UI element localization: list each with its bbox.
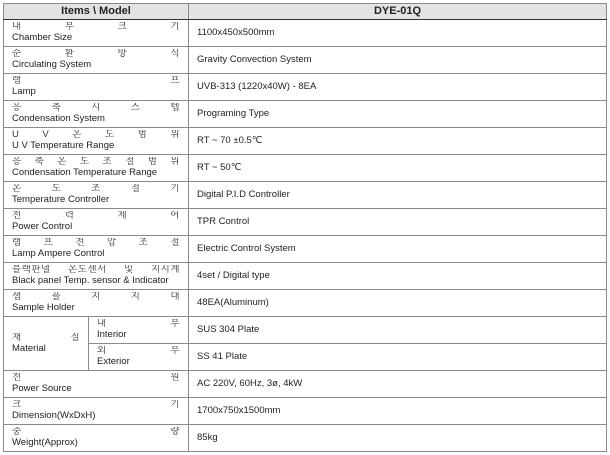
spec-label-ko: 내 부 크 기 xyxy=(12,22,180,33)
spec-label-ko: 램 프 전 압 조 절 xyxy=(12,238,180,249)
spec-value: RT ~ 50℃ xyxy=(189,155,607,182)
exterior-en: Exterior xyxy=(97,356,130,367)
spec-value: TPR Control xyxy=(189,209,607,236)
spec-label-en: Condensation System xyxy=(12,113,105,125)
spec-row xyxy=(4,262,607,289)
spec-row xyxy=(4,371,607,398)
spec-label-ko: 응 축 온 도 조 절 범 위 xyxy=(12,157,180,168)
material-exterior-value: SS 41 Plate xyxy=(189,344,607,371)
spec-label-ko: 순 환 방 식 xyxy=(12,49,180,60)
spec-row xyxy=(4,101,607,128)
material-interior-value: SUS 304 Plate xyxy=(189,317,607,344)
spec-label xyxy=(4,425,189,452)
spec-row xyxy=(4,155,607,182)
spec-value: Digital P.I.D Controller xyxy=(189,182,607,209)
spec-label xyxy=(4,289,189,316)
spec-row xyxy=(4,209,607,236)
spec-row-material-exterior xyxy=(4,344,607,371)
material-exterior-label xyxy=(89,344,189,371)
spec-value: Electric Control System xyxy=(189,235,607,262)
spec-row-material xyxy=(4,317,607,344)
spec-label-en: Power Control xyxy=(12,220,73,232)
spec-value: Gravity Convection System xyxy=(189,47,607,74)
spec-label-en: U V Temperature Range xyxy=(12,140,115,152)
spec-row xyxy=(4,47,607,74)
material-label xyxy=(4,317,89,371)
spec-label-en: Power Source xyxy=(12,383,72,394)
spec-label-en: Weight(Approx) xyxy=(12,437,78,448)
spec-value: 4set / Digital type xyxy=(189,262,607,289)
exterior-ko: 외 부 xyxy=(97,346,180,357)
spec-label-ko: 샘 플 지 지 대 xyxy=(12,292,180,303)
spec-label xyxy=(4,128,189,155)
spec-label-en: Lamp xyxy=(12,86,36,98)
spec-label-en: Lamp Ampere Control xyxy=(12,247,105,259)
spec-row xyxy=(4,128,607,155)
material-interior-label xyxy=(89,317,189,344)
spec-label xyxy=(4,209,189,236)
spec-label xyxy=(4,20,189,47)
spec-label xyxy=(4,101,189,128)
spec-label-en: Dimension(WxDxH) xyxy=(12,410,96,421)
spec-label-ko: 램 프 xyxy=(12,76,180,87)
spec-value: AC 220V, 60Hz, 3ø, 4kW xyxy=(189,371,607,398)
spec-label-en: Black panel Temp. sensor & Indicator xyxy=(12,274,169,286)
spec-label-en: Circulating System xyxy=(12,59,92,71)
header-row xyxy=(4,4,607,20)
spec-label xyxy=(4,74,189,101)
spec-value: RT ~ 70 ±0.5℃ xyxy=(189,128,607,155)
spec-label-en: Chamber Size xyxy=(12,32,73,44)
spec-label-ko: 응 축 시 스 템 xyxy=(12,103,180,114)
spec-value: 1100x450x500mm xyxy=(189,20,607,47)
interior-ko: 내 부 xyxy=(97,319,180,330)
spec-label xyxy=(4,398,189,425)
spec-label xyxy=(4,155,189,182)
spec-row xyxy=(4,425,607,452)
spec-value: 1700x750x1500mm xyxy=(189,398,607,425)
spec-value: Programing Type xyxy=(189,101,607,128)
spec-label-en: Condensation Temperature Range xyxy=(12,167,158,179)
spec-label-ko: 전 력 제 어 xyxy=(12,211,180,222)
spec-value: 48EA(Aluminum) xyxy=(189,289,607,316)
spec-label-ko: 전 원 xyxy=(12,373,180,384)
spec-value: UVB-313 (1220x40W) - 8EA xyxy=(189,74,607,101)
spec-table xyxy=(3,3,607,452)
spec-row xyxy=(4,182,607,209)
spec-label xyxy=(4,182,189,209)
spec-value: 85kg xyxy=(189,425,607,452)
material-en: Material xyxy=(12,342,46,354)
spec-label xyxy=(4,47,189,74)
spec-label-ko: U V 온 도 범 위 xyxy=(12,130,180,141)
material-ko: 재 질 xyxy=(12,332,80,343)
spec-label-ko: 블랙판넬 온도센서 및 지시계 xyxy=(12,265,180,276)
spec-row xyxy=(4,398,607,425)
spec-row xyxy=(4,289,607,316)
spec-label-ko: 크 기 xyxy=(12,400,180,411)
spec-label-ko: 온 도 조 절 기 xyxy=(12,184,180,195)
spec-row xyxy=(4,20,607,47)
interior-en: Interior xyxy=(97,329,127,340)
spec-label xyxy=(4,235,189,262)
spec-row xyxy=(4,235,607,262)
spec-label-en: Temperature Controller xyxy=(12,194,110,205)
spec-label xyxy=(4,371,189,398)
header-items: Items \ Model xyxy=(4,4,189,20)
spec-label xyxy=(4,262,189,289)
spec-row xyxy=(4,74,607,101)
header-model: DYE-01Q xyxy=(189,4,607,20)
spec-label-ko: 중 량 xyxy=(12,427,180,438)
spec-label-en: Sample Holder xyxy=(12,301,75,313)
